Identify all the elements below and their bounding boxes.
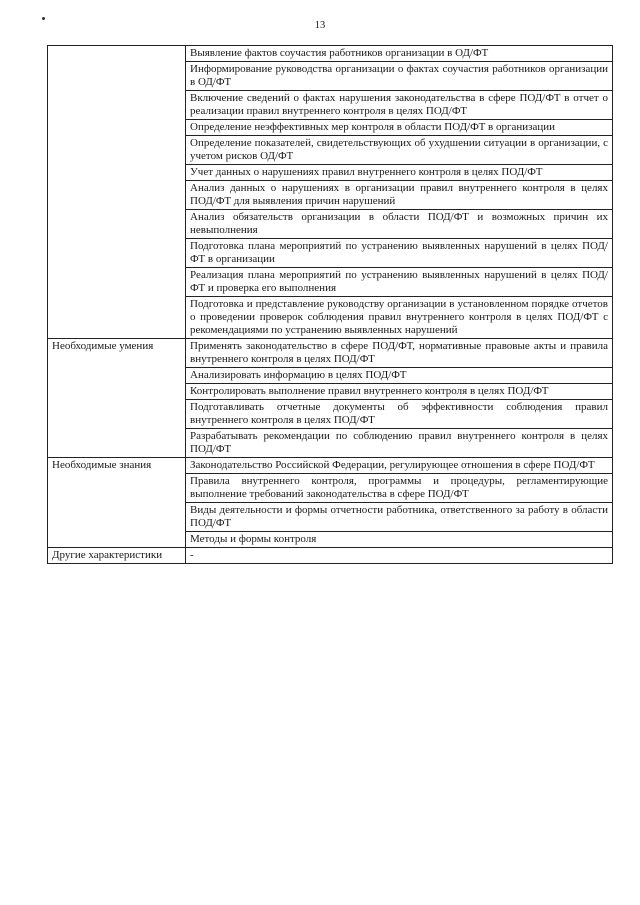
table-row (48, 458, 613, 474)
table-row (48, 46, 613, 62)
row-item-text: Разрабатывать рекомендации по соблюдению правил внутреннего контроля в целях ПОД/ФТ (186, 429, 613, 458)
row-item-text: - (186, 548, 613, 564)
row-item-text: Определение неэффективных мер контроля в области ПОД/ФТ в организации (186, 120, 613, 136)
row-item-text: Законодательство Российской Федерации, регулирующее отношения в сфере ПОД/ФТ (186, 458, 613, 474)
row-item-text: Анализ данных о нарушениях в организации правил внутреннего контроля в целях ПОД/ФТ для выявления причин нарушений (186, 181, 613, 210)
row-group-label (48, 46, 186, 339)
table-row (48, 339, 613, 368)
competency-table (47, 45, 613, 564)
table-row (48, 548, 613, 564)
row-group-label: Необходимые умения (48, 339, 186, 458)
row-item-text: Правила внутреннего контроля, программы и процедуры, регламентирующие выполнение требований законодательства в сфере ПОД/ФТ (186, 474, 613, 503)
table-body (48, 46, 613, 564)
row-item-text: Виды деятельности и формы отчетности работника, ответственного за работу в области ПОД/ФТ (186, 503, 613, 532)
row-item-text: Реализация плана мероприятий по устранению выявленных нарушений в целях ПОД/ФТ и проверка его выполнения (186, 268, 613, 297)
row-item-text: Выявление фактов соучастия работников организации в ОД/ФТ (186, 46, 613, 62)
row-item-text: Подготавливать отчетные документы об эффективности соблюдения правил внутреннего контроля в целях ПОД/ФТ (186, 400, 613, 429)
row-item-text: Применять законодательство в сфере ПОД/ФТ, нормативные правовые акты и правила внутреннего контроля в целях ПОД/ФТ (186, 339, 613, 368)
row-item-text: Анализ обязательств организации в области ПОД/ФТ и возможных причин их невыполнения (186, 210, 613, 239)
row-group-label: Другие характеристики (48, 548, 186, 564)
page-number: 13 (314, 20, 326, 31)
row-item-text: Учет данных о нарушениях правил внутреннего контроля в целях ПОД/ФТ (186, 165, 613, 181)
row-item-text: Подготовка плана мероприятий по устранению выявленных нарушений в целях ПОД/ФТ в организации (186, 239, 613, 268)
row-item-text: Информирование руководства организации о фактах соучастия работников организации в ОД/ФТ (186, 62, 613, 91)
row-item-text: Определение показателей, свидетельствующих об ухудшении ситуации в организации, с учетом рисков ОД/ФТ (186, 136, 613, 165)
row-item-text: Методы и формы контроля (186, 532, 613, 548)
row-item-text: Включение сведений о фактах нарушения законодательства в сфере ПОД/ФТ в отчет о реализации правил внутреннего контроля в целях ПОД/ФТ (186, 91, 613, 120)
row-group-label: Необходимые знания (48, 458, 186, 548)
row-item-text: Подготовка и представление руководству организации в установленном порядке отчетов о проведении проверок соблюдения правил внутреннего контроля в целях ПОД/ФТ с рекомендациями по устранению выявленных нарушений (186, 297, 613, 339)
row-item-text: Анализировать информацию в целях ПОД/ФТ (186, 368, 613, 384)
row-item-text: Контролировать выполнение правил внутреннего контроля в целях ПОД/ФТ (186, 384, 613, 400)
